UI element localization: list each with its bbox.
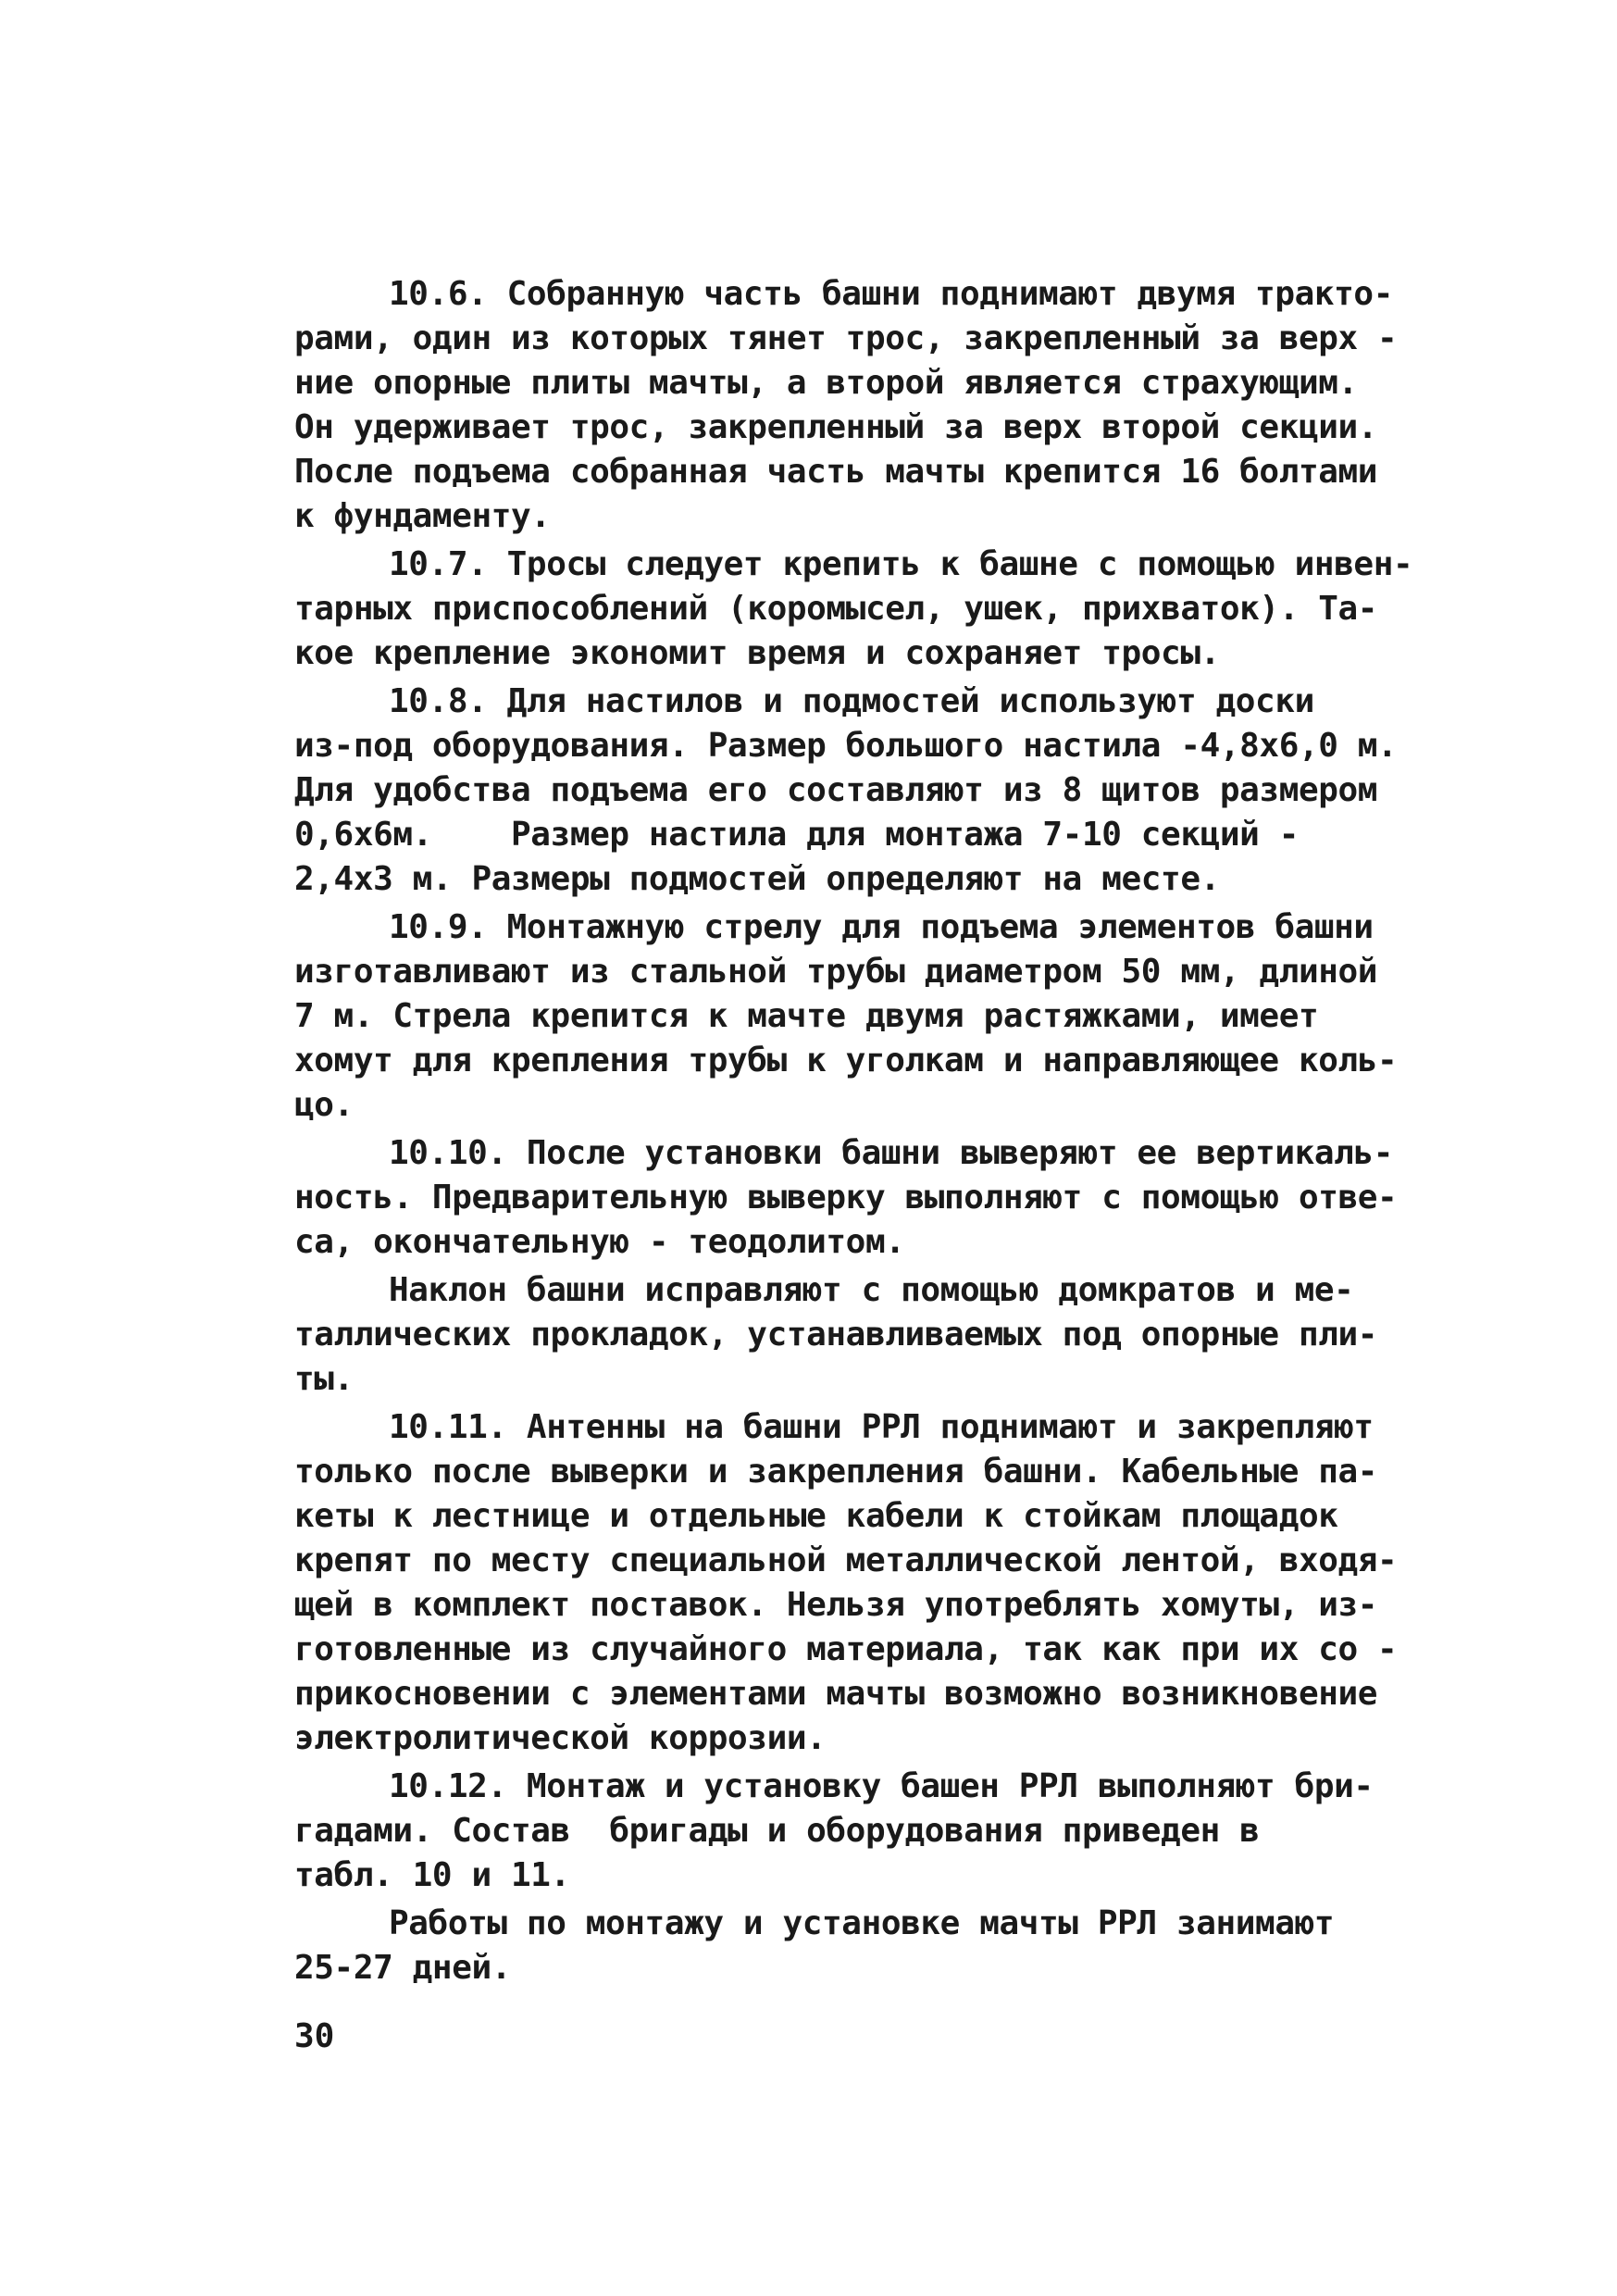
text-line: щей в комплект поставок. Нельзя употреблять хомуты, из- <box>294 1586 1378 1624</box>
text-line: 10.9. Монтажную стрелу для подъема элементов башни <box>389 908 1374 946</box>
text-line: кеты к лестнице и отдельные кабели к стойкам площадок <box>294 1497 1338 1535</box>
text-line: электролитической коррозии. <box>294 1719 827 1757</box>
text-line: Работы по монтажу и установке мачты РРЛ занимают <box>389 1904 1335 1942</box>
text-line: цо. <box>294 1086 354 1124</box>
page-number: 30 <box>294 2017 335 2055</box>
text-line: 10.7. Тросы следует крепить к башне с помощью инвен- <box>389 545 1413 583</box>
text-line: кое крепление экономит время и сохраняет тросы. <box>294 634 1220 672</box>
text-line: 10.6. Собранную часть башни поднимают двумя тракто- <box>389 275 1393 313</box>
text-line: ность. Предварительную выверку выполняют с помощью отве- <box>294 1179 1398 1217</box>
text-line: 25-27 дней. <box>294 1949 512 1987</box>
text-line: хомут для крепления трубы к уголкам и направляющее коль- <box>294 1042 1398 1079</box>
text-line: крепят по месту специальной металлической лентой, входя- <box>294 1541 1398 1579</box>
text-line: ние опорные плиты мачты, а второй является страхующим. <box>294 364 1358 402</box>
text-line: табл. 10 и 11. <box>294 1856 570 1894</box>
text-line: 10.10. После установки башни выверяют ее вертикаль- <box>389 1134 1393 1172</box>
text-line: 10.12. Монтаж и установку башен РРЛ выполняют бри- <box>389 1767 1374 1805</box>
text-line: Наклон башни исправляют с помощью домкратов и ме- <box>389 1271 1354 1309</box>
text-line: к фундаменту. <box>294 497 551 535</box>
text-line: са, окончательную - теодолитом. <box>294 1223 905 1261</box>
text-line: прикосновении с элементами мачты возможно возникновение <box>294 1675 1378 1713</box>
text-line: изготавливают из стальной трубы диаметром 50 мм, длиной <box>294 953 1378 991</box>
text-line: 0,6х6м. Размер настила для монтажа 7-10 секций - <box>294 816 1299 854</box>
text-line: только после выверки и закрепления башни. Кабельные па- <box>294 1453 1378 1491</box>
text-line: После подъема собранная часть мачты крепится 16 болтами <box>294 453 1378 491</box>
text-line: Для удобства подъема его составляют из 8 щитов размером <box>294 771 1378 809</box>
text-line: 2,4х3 м. Размеры подмостей определяют на месте. <box>294 860 1220 898</box>
text-line: 10.11. Антенны на башни РРЛ поднимают и закрепляют <box>389 1408 1374 1446</box>
text-line: рами, один из которых тянет трос, закрепленный за верх - <box>294 319 1398 357</box>
text-line: 7 м. Стрела крепится к мачте двумя растяжками, имеет <box>294 997 1319 1035</box>
text-line: 10.8. Для настилов и подмостей используют доски <box>389 682 1314 720</box>
text-line: из-под оборудования. Размер большого настила -4,8х6,0 м. <box>294 727 1398 765</box>
text-line: ты. <box>294 1360 354 1398</box>
text-line: таллических прокладок, устанавливаемых под опорные пли- <box>294 1316 1378 1354</box>
text-line: гадами. Состав бригады и оборудования приведен в <box>294 1812 1260 1850</box>
text-line: тарных приспособлений (коромысел, ушек, прихваток). Та- <box>294 590 1378 628</box>
text-line: Он удерживает трос, закрепленный за верх второй секции. <box>294 408 1378 446</box>
text-line: готовленные из случайного материала, так как при их со - <box>294 1630 1398 1668</box>
